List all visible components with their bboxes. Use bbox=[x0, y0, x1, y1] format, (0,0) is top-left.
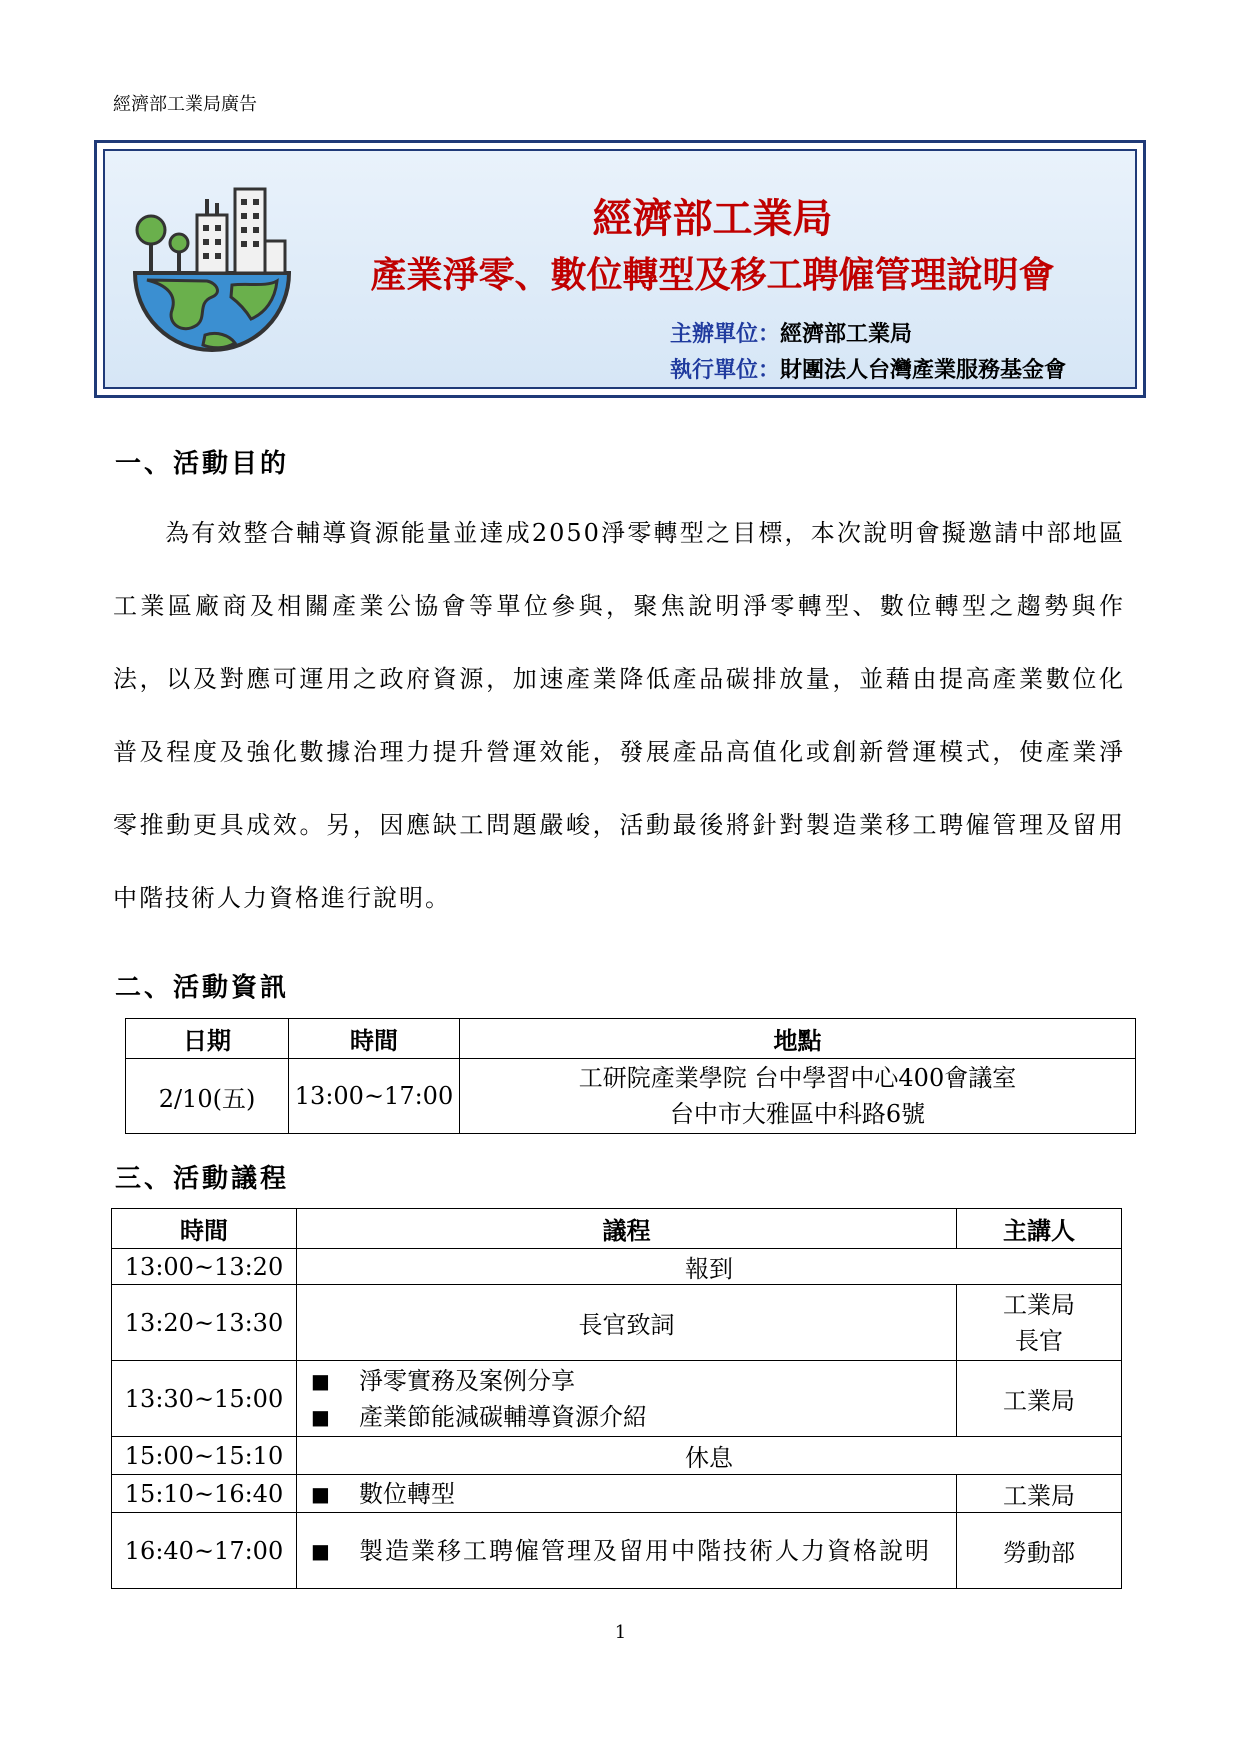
purpose-text: 為有效整合輔導資源能量並達成2050淨零轉型之目標，本次說明會擬邀請中部地區工業區廠商及相關產業公協會等單位參與，聚焦說明淨零轉型、數位轉型之趨勢與作法，以及對應可運用之政府資源，加速產業降低產品碳排放量，並藉由提高產業數位化普及程度及強化數據治理力提升營運效能，發展產品高值化或創新營運模式，使產業淨零推動更具成效。另，因應缺工問題嚴峻，活動最後將針對製造業移工聘僱管理及留用中階技術人力資格進行說明。 bbox=[113, 519, 1125, 912]
agenda-row bbox=[112, 1513, 1122, 1589]
info-location-address: 台中市大雅區中科路6號 bbox=[669, 1100, 926, 1128]
agenda-bullet-item bbox=[311, 1363, 956, 1399]
info-location bbox=[460, 1059, 1136, 1134]
purpose-paragraph bbox=[113, 497, 1125, 935]
agenda-speaker: 勞動部 bbox=[957, 1513, 1122, 1589]
info-header-time: 時間 bbox=[289, 1019, 460, 1059]
agenda-row bbox=[112, 1437, 1122, 1475]
agenda-item-text: 數位轉型 bbox=[359, 1479, 455, 1508]
info-location-venue: 工研院產業學院 台中學習中心400會議室 bbox=[578, 1064, 1017, 1092]
section-heading-agenda: 三、活動議程 bbox=[115, 1164, 290, 1194]
agenda-time: 13:20~13:30 bbox=[112, 1285, 297, 1361]
agenda-header-time: 時間 bbox=[112, 1209, 297, 1249]
info-time: 13:00~17:00 bbox=[289, 1059, 460, 1134]
agenda-time: 13:30~15:00 bbox=[112, 1361, 297, 1437]
bullet-square-icon: ■ bbox=[311, 1538, 330, 1563]
section-heading-info: 二、活動資訊 bbox=[115, 973, 290, 1003]
agenda-program bbox=[297, 1513, 957, 1589]
bullet-square-icon: ■ bbox=[311, 1481, 330, 1506]
banner-title-event: 產業淨零、數位轉型及移工聘僱管理說明會 bbox=[370, 255, 1055, 296]
agenda-program: 報到 bbox=[297, 1249, 1122, 1285]
agenda-speaker-line: 長官 bbox=[1015, 1326, 1063, 1355]
info-data-row bbox=[126, 1059, 1136, 1134]
bullet-square-icon: ■ bbox=[311, 1368, 330, 1393]
agenda-table bbox=[111, 1208, 1122, 1589]
executor-name: 財團法人台灣產業服務基金會 bbox=[780, 358, 1067, 383]
agenda-time: 16:40~17:00 bbox=[112, 1513, 297, 1589]
agenda-header-row bbox=[112, 1209, 1122, 1249]
agenda-item-text: 產業節能減碳輔導資源介紹 bbox=[359, 1402, 647, 1431]
agenda-time: 15:10~16:40 bbox=[112, 1475, 297, 1513]
info-header-location: 地點 bbox=[460, 1019, 1136, 1059]
agenda-row bbox=[112, 1249, 1122, 1285]
info-date: 2/10(五) bbox=[126, 1059, 289, 1134]
agenda-program: 長官致詞 bbox=[297, 1285, 957, 1361]
agenda-speaker bbox=[957, 1285, 1122, 1361]
agenda-program: 休息 bbox=[297, 1437, 1122, 1475]
info-header-date: 日期 bbox=[126, 1019, 289, 1059]
agenda-row bbox=[112, 1475, 1122, 1513]
organizer-line bbox=[670, 317, 912, 348]
organizer-label: 主辦單位： bbox=[670, 322, 781, 347]
executor-line bbox=[670, 353, 1066, 384]
agenda-bullet-item bbox=[311, 1533, 956, 1569]
agenda-item-text: 製造業移工聘僱管理及留用中階技術人力資格說明 bbox=[359, 1536, 931, 1565]
event-banner bbox=[94, 140, 1146, 398]
agenda-row bbox=[112, 1361, 1122, 1437]
agenda-speaker: 工業局 bbox=[957, 1361, 1122, 1437]
event-info-table bbox=[125, 1018, 1136, 1134]
agenda-bullet-item bbox=[311, 1476, 956, 1512]
bullet-square-icon: ■ bbox=[311, 1404, 330, 1429]
agenda-bullet-item bbox=[311, 1399, 956, 1435]
agenda-header-speaker: 主講人 bbox=[957, 1209, 1122, 1249]
agenda-speaker-line: 工業局 bbox=[1003, 1290, 1075, 1319]
page-number: 1 bbox=[614, 1622, 627, 1643]
agenda-program bbox=[297, 1475, 957, 1513]
info-header-row bbox=[126, 1019, 1136, 1059]
agenda-time: 15:00~15:10 bbox=[112, 1437, 297, 1475]
agenda-header-program: 議程 bbox=[297, 1209, 957, 1249]
agenda-program bbox=[297, 1361, 957, 1437]
agenda-item-text: 淨零實務及案例分享 bbox=[359, 1366, 575, 1395]
banner-title-agency: 經濟部工業局 bbox=[592, 196, 833, 242]
header-note: 經濟部工業局廣告 bbox=[113, 94, 257, 115]
agenda-row bbox=[112, 1285, 1122, 1361]
executor-label: 執行單位： bbox=[670, 358, 781, 383]
agenda-speaker: 工業局 bbox=[957, 1475, 1122, 1513]
agenda-time: 13:00~13:20 bbox=[112, 1249, 297, 1285]
banner-inner bbox=[103, 149, 1137, 389]
section-heading-purpose: 一、活動目的 bbox=[115, 449, 290, 479]
organizer-name: 經濟部工業局 bbox=[780, 322, 913, 347]
city-globe-icon bbox=[127, 185, 297, 355]
